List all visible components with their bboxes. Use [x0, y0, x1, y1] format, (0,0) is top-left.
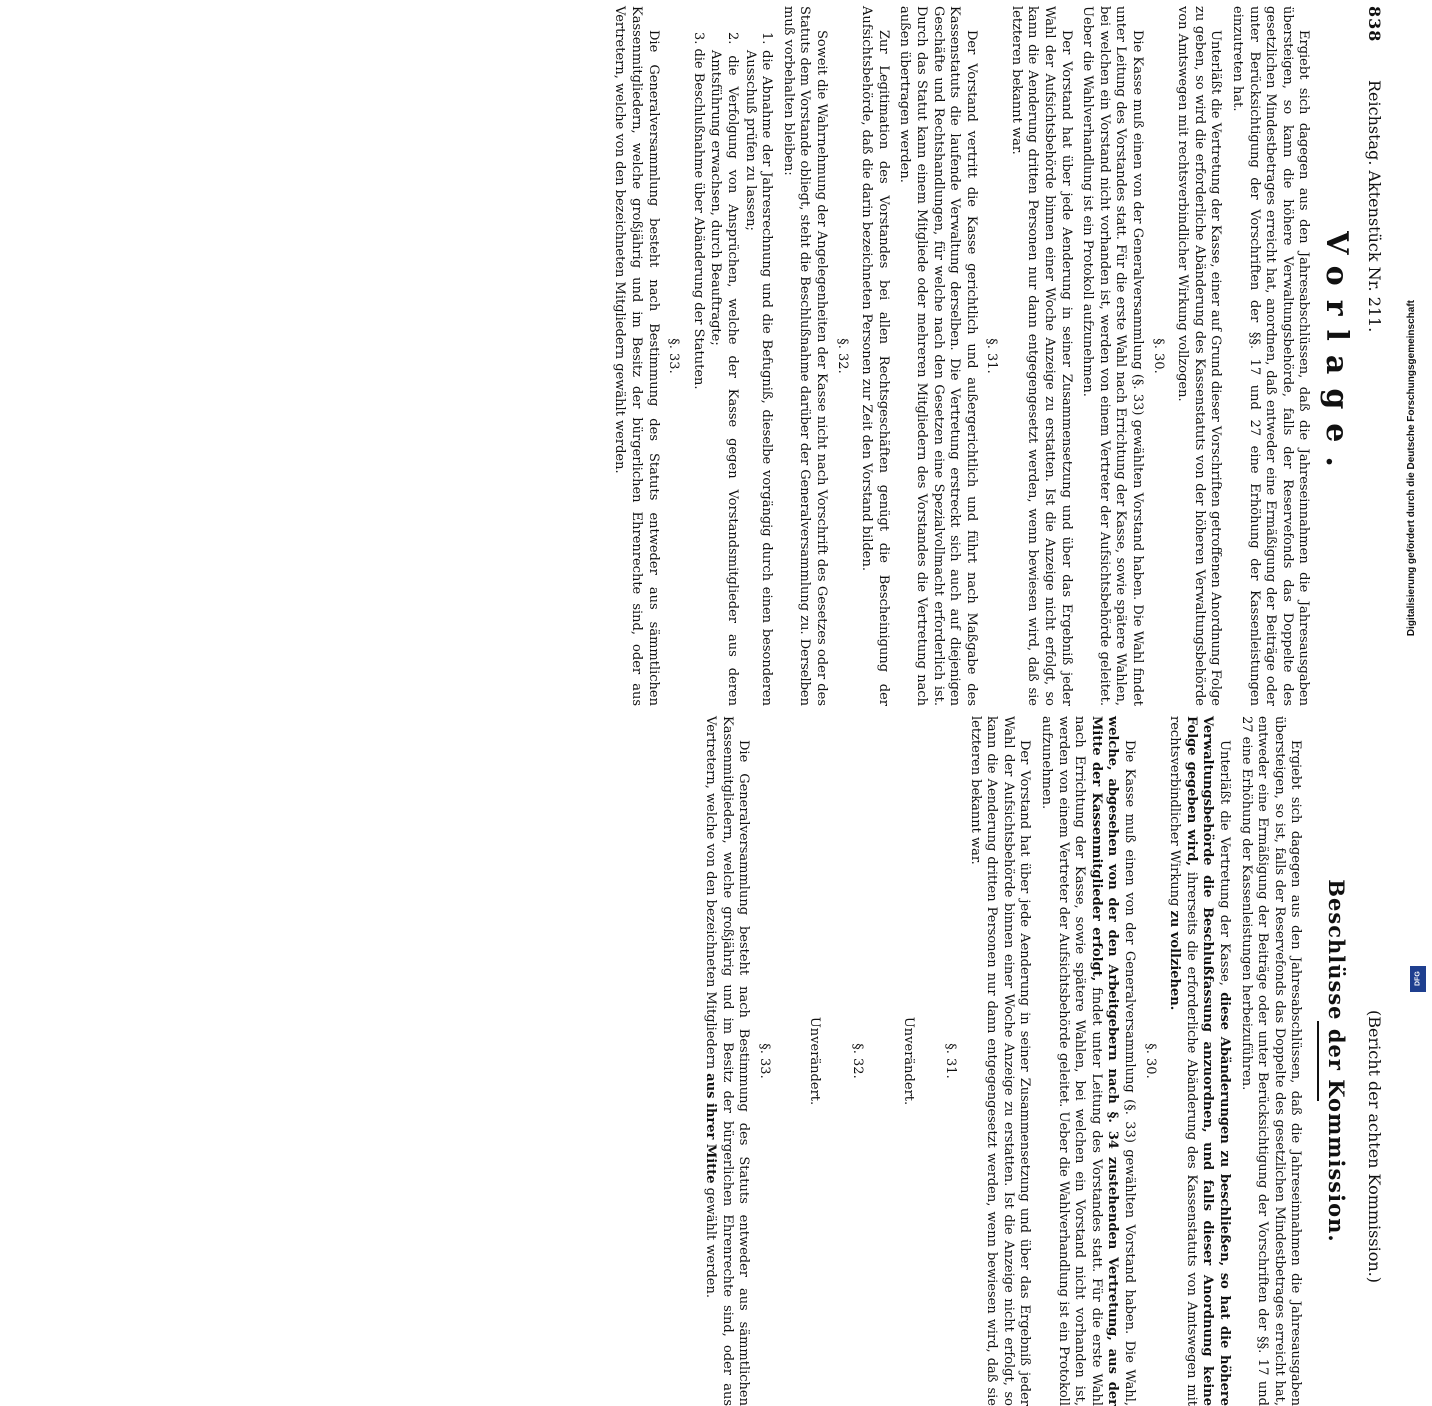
bold-text-run: zu vollziehen.	[1167, 910, 1183, 1011]
running-header: Reichstag. Aktenstück Nr. 211.	[1365, 80, 1384, 333]
list-item: 3. die Beschlußnahme über Abänderung der Statuten.	[690, 32, 706, 390]
bold-text-run: welche, abgesehen von der den Arbeitgebern nach §. 34 zustehenden Vertretung, aus der Mitte der Kassenmitglieder erfolgt,	[1088, 716, 1121, 1406]
column-vorlage	[606, 6, 1354, 706]
paragraph: Ergiebt sich dagegen aus den Jahresabschlüssen, daß die Jahreseinnahmen die Jahresausgaben übersteigen, so kann die höhere Verwaltungsbehörde, falls der Reservefonds das Doppelte des gesetzlichen Mindestbetrages erreicht hat, anordnen, daß entweder eine Ermäßigung der Beiträge oder unter Berücksichtigung der Vorschriften der §§. 17 und 27 eine Erhöhung der Kassenleistungen einzutreten hat.	[1230, 6, 1312, 706]
paragraph: Soweit die Wahrnehmung der Angelegenheiten der Kasse nicht nach Vorschrift des Gesetzes oder des Statuts dem Vorstande obliegt, steht die Beschlußnahme darüber der Generalversammlung zu. Derselben muß vorbehalten bleiben:	[780, 6, 829, 706]
text-run: Unterläßt die Vertretung der Kasse,	[1217, 740, 1233, 993]
paragraph	[1038, 716, 1138, 1406]
section-heading-33: §. 33.	[756, 1043, 772, 1079]
column-title-vorlage: Vorlage.	[1319, 231, 1354, 481]
section-heading-31: §. 31.	[943, 1043, 959, 1079]
text-run: Die Generalversammlung besteht nach Bestimmung des Statuts entweder aus sämmtlichen Kassenmitgliedern, welche großjährig und im Besitz der bürgerlichen Ehrenrechte sind, oder aus Vertretern, welche von den bezeichneten Mitgliedern	[702, 716, 752, 1406]
page-number: 838	[1365, 6, 1384, 43]
bold-text-run: aus ihrer Mitte	[702, 1073, 718, 1184]
section-heading-33: §. 33.	[666, 338, 682, 374]
list-item: 2. die Verfolgung von Ansprüchen, welche der Kasse gegen Vorstandsmitglieder aus deren Amtsführung erwachsen, durch Beauftragte;	[708, 32, 740, 706]
text-run: Die Kasse muß einen von der Generalversammlung (§. 33) gewählten Vorstand haben. Die Wahl,	[1122, 740, 1138, 1406]
digitization-note-text: Digitalisierung gefördert durch die Deutsche Forschungsgemeinschaft	[1406, 300, 1417, 637]
paragraph: Der Vorstand hat über jede Aenderung in seiner Zusammensetzung und über das Ergebniß jeder Wahl der Aufsichtsbehörde binnen einer Woche Anzeige zu erstatten. Ist die Anzeige nicht erfolgt, so kann die Aenderung dritten Personen nur dann entgegengesetzt werden, wenn bewiesen wird, daß sie letzteren bekannt war.	[1008, 6, 1074, 706]
paragraph: Ergiebt sich dagegen aus den Jahresabschlüssen, daß die Jahreseinnahmen die Jahresausgaben übersteigen, so ist, falls der Reservefonds das Doppelte des gesetzlichen Mindestbetrages erreicht hat, entweder eine Ermäßigung der Beiträge oder unter Berücksichtigung der Vorschriften der §§. 17 und 27 eine Erhöhung der Kassenleistungen herbeizuführen.	[1238, 716, 1304, 1406]
paragraph	[1166, 716, 1232, 1406]
text-run: ihrerseits die erforderliche Abänderung des Kassenstatuts von Amtswegen mit rechtsverbindlicher Wirkung	[1167, 716, 1199, 1406]
title-rule	[1317, 1021, 1319, 1101]
paragraph: Die Generalversammlung besteht nach Bestimmung des Statuts entweder aus sämmtlichen Kassenmitgliedern, welche großjährig und im Besitz der bürgerlichen Ehrenrechte sind, oder aus Vertretern, welche von den bezeichneten Mitgliedern gewählt werden.	[612, 6, 661, 706]
paragraph: Der Vorstand hat über jede Aenderung in seiner Zusammensetzung und über das Ergebniß jeder Wahl der Aufsichtsbehörde binnen einer Woche Anzeige zu erstatten. Ist die Anzeige nicht erfolgt, so kann die Aenderung dritten Personen nur dann entgegengesetzt werden, wenn bewiesen wird, daß sie letzteren bekannt war.	[967, 716, 1033, 1406]
paragraph	[701, 716, 751, 1406]
dfg-logo-icon: DFG	[1410, 966, 1426, 992]
column-title-beschluesse: Beschlüsse der Kommission.	[1324, 879, 1349, 1243]
digitization-note	[1406, 300, 1430, 1000]
section-heading-30: §. 30.	[1142, 1043, 1158, 1079]
column-beschluesse	[696, 716, 1349, 1406]
text-run: gewählt werden.	[702, 1183, 718, 1298]
unchanged-note: Unverändert.	[900, 1016, 916, 1106]
paragraph: Der Vorstand vertritt die Kasse gerichtlich und außergerichtlich und führt nach Maßgabe des Kassenstatuts die laufende Verwaltung derselben. Die Vertretung erstreckt sich auch auf diejenigen Geschäfte und Rechtshandlungen, für welche nach den Gesetzen eine Spezialvollmacht erforderlich ist. Durch das Statut kann einem Mitgliede oder mehreren Mitgliedern des Vorstandes die Vertretung nach außen übertragen werden.	[897, 6, 979, 706]
running-header-right: (Bericht der achten Kommission.)	[1365, 1010, 1384, 1283]
list-item: 1. die Abnahme der Jahresrechnung und die Befugniß, dieselbe vorgängig durch einen besonderen Ausschuß prüfen zu lassen;	[742, 32, 775, 706]
section-heading-32: §. 32.	[834, 338, 850, 374]
paragraph: Die Kasse muß einen von der Generalversammlung (§. 33) gewählten Vorstand haben. Die Wahl findet unter Leitung des Vorstandes statt. Für die erste Wahl nach Errichtung der Kasse, sowie spätere Wahlen, bei welchen ein Vorstand nicht vorhanden ist, werden von einem Vertreter der Aufsichtsbehörde geleitet. Ueber die Wahlverhandlung ist ein Protokoll aufzunehmen.	[1080, 6, 1146, 706]
unchanged-note: Unverändert.	[807, 1016, 823, 1106]
section-heading-30: §. 30.	[1150, 338, 1166, 374]
section-heading-31: §. 31.	[984, 338, 1000, 374]
paragraph: Zur Legitimation des Vorstandes bei allen Rechtsgeschäften genügt die Bescheinigung der Aufsichtsbehörde, daß die darin bezeichneten Personen zur Zeit den Vorstand bilden.	[859, 6, 891, 706]
bold-text-run: diese Abänderungen zu beschließen, so hat die höhere Verwaltungsbehörde die Beschlußfassung anzuordnen, und falls dieser Anordnung keine Folge gegeben wird,	[1183, 716, 1233, 1406]
section-heading-32: §. 32.	[849, 1043, 865, 1079]
text-run: findet unter Leitung des Vorstandes statt. Für die erste Wahl nach Errichtung der Kasse, sowie spätere Wahlen, bei welchen ein Vorstand nicht vorhanden ist, werden von einem Vertreter der Aufsichtsbehörde geleitet. Ueber die Wahlverhandlung ist ein Protokoll aufzunehmen.	[1039, 716, 1104, 1406]
paragraph: Unterläßt die Vertretung der Kasse, einer auf Grund dieser Vorschriften getroffenen Anordnung Folge zu geben, so wird die erforderliche Abänderung des Kassenstatuts von der höheren Verwaltungsbehörde von Amtswegen mit rechtsverbindlicher Wirkung vollzogen.	[1175, 6, 1224, 706]
